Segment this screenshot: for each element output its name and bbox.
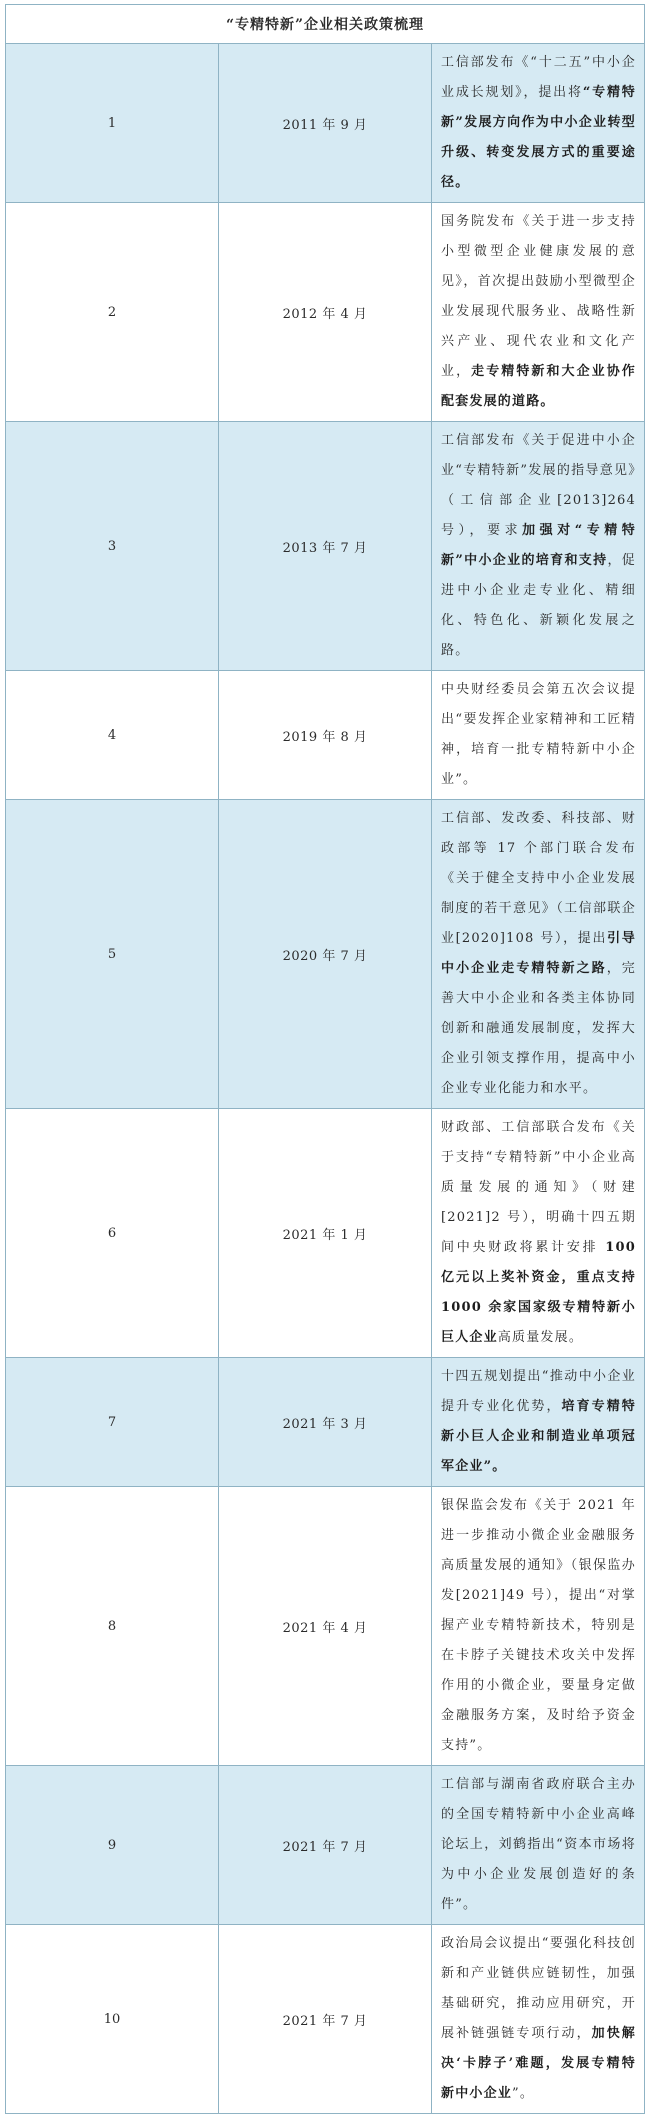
description-emphasis: 走专精特新和大企业协作配套发展的道路。 bbox=[441, 364, 636, 409]
description-text: 工信部、发改委、科技部、财政部等 17 个部门联合发布《关于健全支持中小企业发展制度的若干意见》（工信部联企业[2020]108 号），提出 bbox=[441, 811, 636, 946]
description-emphasis: 加快解决‘卡脖子’难题，发展专精特新中小企业 bbox=[441, 2026, 636, 2101]
description-text: 十四五规划提出“推动中小企业提升专业化优势， bbox=[441, 1369, 636, 1414]
row-date: 2013 年 7 月 bbox=[219, 422, 432, 671]
row-number: 10 bbox=[6, 1925, 219, 2114]
table-row bbox=[6, 1109, 645, 1358]
description-text: ”。 bbox=[512, 2086, 535, 2101]
table-row bbox=[6, 1925, 645, 2114]
policy-table bbox=[5, 4, 645, 2114]
row-date: 2019 年 8 月 bbox=[219, 671, 432, 800]
row-description bbox=[432, 422, 645, 671]
description-emphasis: “专精特新”发展方向作为中小企业转型升级、转变发展方式的重要途径。 bbox=[441, 85, 636, 190]
row-date: 2021 年 3 月 bbox=[219, 1358, 432, 1487]
row-number: 6 bbox=[6, 1109, 219, 1358]
table-row bbox=[6, 203, 645, 422]
row-description bbox=[432, 1358, 645, 1487]
row-description bbox=[432, 203, 645, 422]
row-date: 2012 年 4 月 bbox=[219, 203, 432, 422]
row-description bbox=[432, 44, 645, 203]
table-row bbox=[6, 44, 645, 203]
row-number: 9 bbox=[6, 1766, 219, 1925]
description-emphasis: 引导中小企业走专精特新之路 bbox=[441, 931, 637, 976]
row-number: 4 bbox=[6, 671, 219, 800]
description-emphasis: 培育专精特新小巨人企业和制造业单项冠军企业”。 bbox=[441, 1399, 636, 1474]
row-description bbox=[432, 800, 645, 1109]
row-number: 1 bbox=[6, 44, 219, 203]
row-number: 8 bbox=[6, 1487, 219, 1766]
description-text: 国务院发布《关于进一步支持小型微型企业健康发展的意见》，首次提出鼓励小型微型企业发展现代服务业、战略性新兴产业、现代农业和文化产业， bbox=[441, 214, 636, 379]
description-text: 银保监会发布《关于 2021 年进一步推动小微企业金融服务高质量发展的通知》（银保监办发[2021]49 号），提出“对掌握产业专精特新技术，特别是在卡脖子关键技术攻关中发挥作用的小微企业，要量身定做金融服务方案，及时给予资金支持”。 bbox=[441, 1498, 636, 1753]
row-description bbox=[432, 1925, 645, 2114]
description-text: 工信部发布《“十二五”中小企业成长规划》，提出将 bbox=[441, 55, 636, 100]
row-number: 3 bbox=[6, 422, 219, 671]
row-date: 2021 年 1 月 bbox=[219, 1109, 432, 1358]
row-description bbox=[432, 1487, 645, 1766]
description-text: 高质量发展。 bbox=[497, 1330, 584, 1345]
description-text: 财政部、工信部联合发布《关于支持“专精特新”中小企业高质量发展的通知》（财建[2021]2 号），明确十四五期间中央财政将累计安排 bbox=[441, 1120, 636, 1255]
table-title: “专精特新”企业相关政策梳理 bbox=[6, 5, 645, 44]
description-emphasis: 加强对“专精特新”中小企业的培育和支持 bbox=[441, 523, 636, 568]
description-emphasis: 100 亿元以上奖补资金，重点支持 1000 余家国家级专精特新小巨人企业 bbox=[441, 1240, 636, 1345]
table-row bbox=[6, 422, 645, 671]
description-text: 工信部与湖南省政府联合主办的全国专精特新中小企业高峰论坛上，刘鹤指出“资本市场将为中小企业发展创造好的条件”。 bbox=[441, 1777, 636, 1912]
table-row bbox=[6, 1766, 645, 1925]
row-number: 5 bbox=[6, 800, 219, 1109]
row-description bbox=[432, 1109, 645, 1358]
row-date: 2020 年 7 月 bbox=[219, 800, 432, 1109]
row-number: 2 bbox=[6, 203, 219, 422]
description-text: ，促进中小企业走专业化、精细化、特色化、新颖化发展之路。 bbox=[441, 553, 636, 658]
description-text: 中央财经委员会第五次会议提出“要发挥企业家精神和工匠精神，培育一批专精特新中小企业”。 bbox=[441, 682, 636, 787]
table-row bbox=[6, 800, 645, 1109]
description-text: 工信部发布《关于促进中小企业“专精特新”发展的指导意见》（工信部企业[2013]264 号），要求 bbox=[441, 433, 636, 538]
table-row bbox=[6, 671, 645, 800]
row-date: 2021 年 7 月 bbox=[219, 1925, 432, 2114]
description-text: ，完善大中小企业和各类主体协同创新和融通发展制度，发挥大企业引领支撑作用，提高中小企业专业化能力和水平。 bbox=[441, 961, 637, 1096]
row-description bbox=[432, 671, 645, 800]
table-header-row bbox=[6, 5, 645, 44]
table-row bbox=[6, 1487, 645, 1766]
table-row bbox=[6, 1358, 645, 1487]
row-number: 7 bbox=[6, 1358, 219, 1487]
row-date: 2011 年 9 月 bbox=[219, 44, 432, 203]
row-date: 2021 年 7 月 bbox=[219, 1766, 432, 1925]
description-text: 政治局会议提出“要强化科技创新和产业链供应链韧性，加强基础研究，推动应用研究，开展补链强链专项行动， bbox=[441, 1936, 636, 2041]
row-date: 2021 年 4 月 bbox=[219, 1487, 432, 1766]
row-description bbox=[432, 1766, 645, 1925]
